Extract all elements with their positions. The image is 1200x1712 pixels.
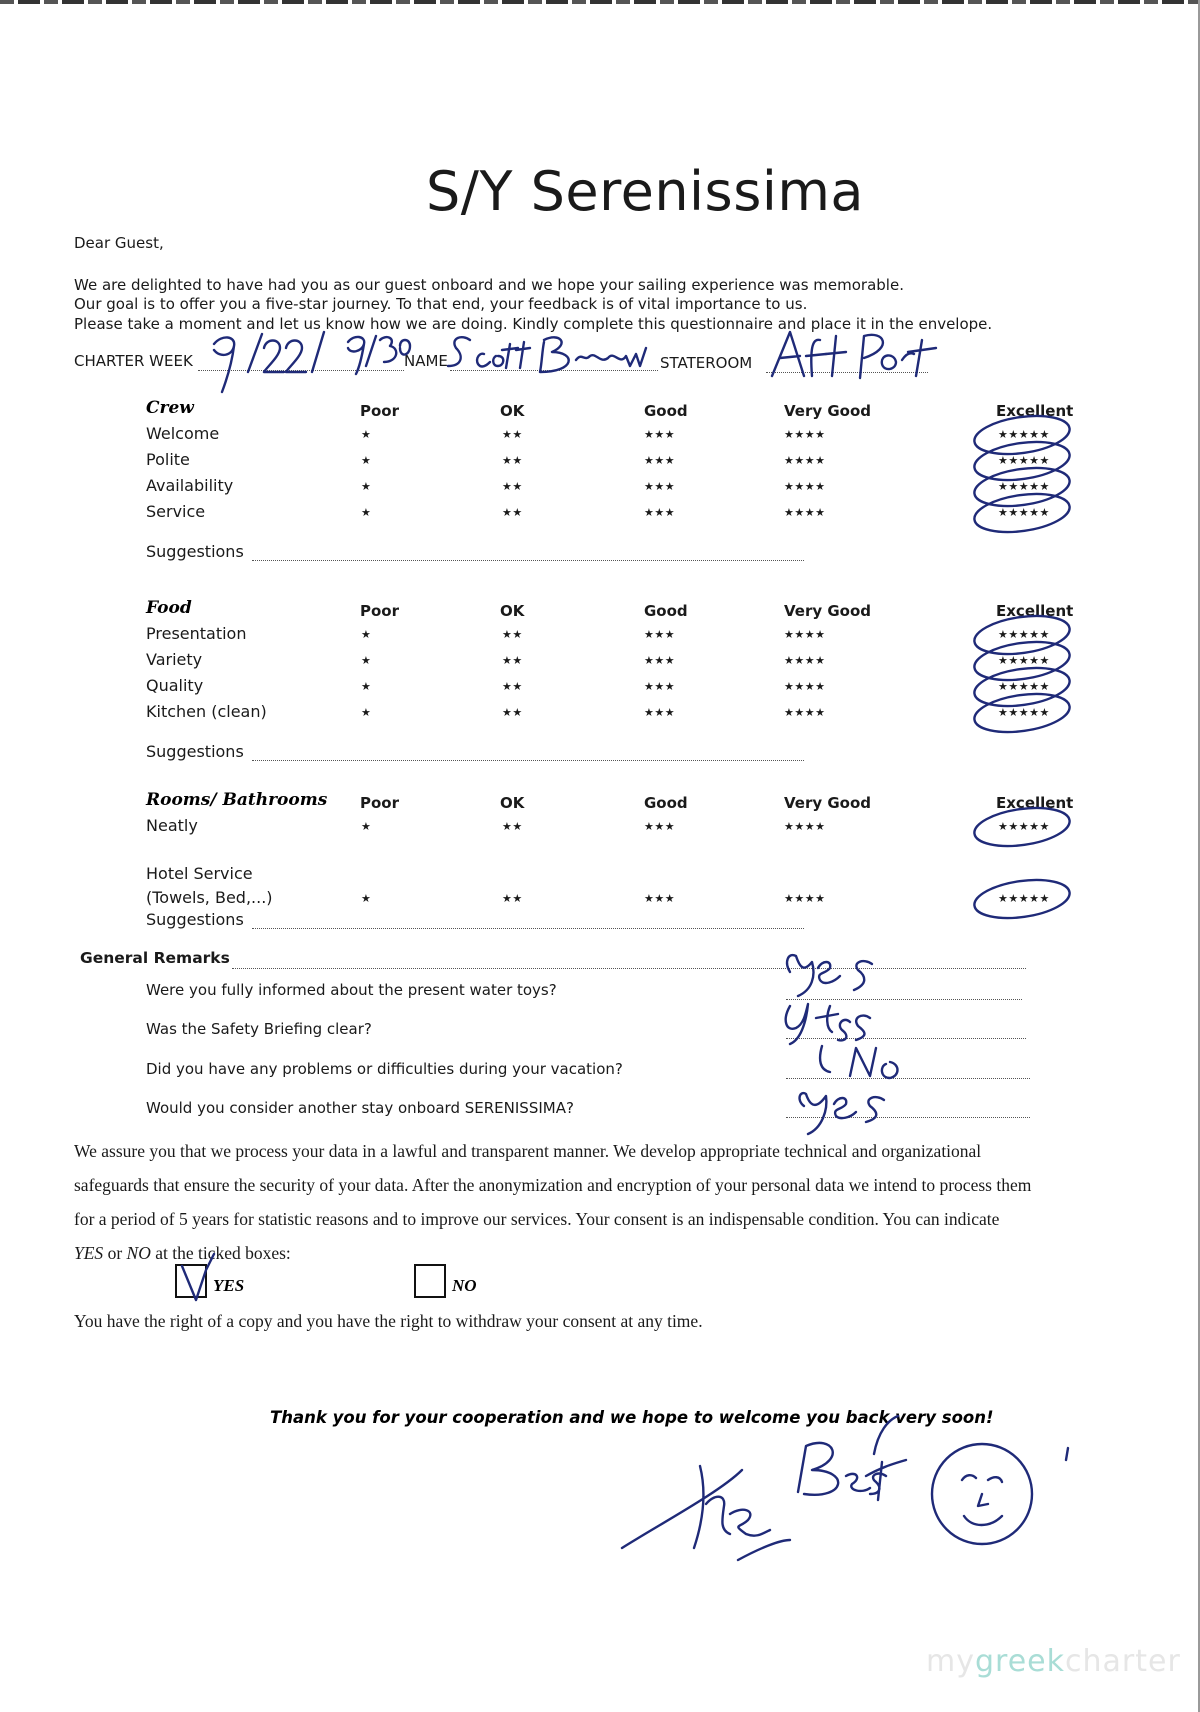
answer-no	[820, 1046, 897, 1078]
question-water-toys: Were you fully informed about the present water toys?	[146, 981, 557, 999]
rating-option-5-stars[interactable]: ★★★★★	[998, 480, 1050, 493]
watermark-part-1: my	[926, 1644, 975, 1679]
greeting: Dear Guest,	[74, 234, 164, 252]
rating-circle	[972, 874, 1072, 923]
column-header-very-good: Very Good	[784, 402, 872, 420]
rating-item-label: Variety	[146, 650, 203, 669]
rating-option-2-stars[interactable]: ★★	[502, 654, 523, 667]
rating-option-5-stars[interactable]: ★★★★★	[998, 428, 1050, 441]
rating-option-3-stars[interactable]: ★★★	[644, 680, 676, 693]
intro-line-2: Our goal is to offer you a five-star journey. To that end, your feedback is of vital importance to us.	[74, 295, 808, 313]
rating-option-3-stars[interactable]: ★★★	[644, 628, 676, 641]
rating-item-label: Service	[146, 502, 206, 521]
section-title: Food	[146, 598, 192, 618]
rating-option-3-stars[interactable]: ★★★	[644, 480, 676, 493]
name-label: NAME	[404, 352, 448, 370]
consent-no-word: NO	[126, 1243, 151, 1263]
smiley-features	[962, 1475, 1002, 1525]
column-header-very-good: Very Good	[784, 794, 872, 812]
column-header-poor: Poor	[360, 602, 400, 620]
consent-tail: at the ticked boxes:	[155, 1243, 291, 1263]
column-header-very-good: Very Good	[784, 602, 872, 620]
column-header-excellent: Excellent	[996, 602, 1074, 620]
consent-rights: You have the right of a copy and you have the right to withdraw your consent at any time.	[74, 1311, 703, 1331]
rating-option-2-stars[interactable]: ★★	[502, 706, 523, 719]
rating-option-3-stars[interactable]: ★★★	[644, 654, 676, 667]
rating-item-label: Hotel Service	[146, 864, 253, 883]
rating-option-1-stars[interactable]: ★	[361, 820, 372, 833]
rating-option-5-stars[interactable]: ★★★★★	[998, 892, 1050, 905]
rating-option-1-stars[interactable]: ★	[361, 680, 372, 693]
watermark-part-2: greek	[974, 1644, 1065, 1679]
consent-no-label: NO	[452, 1276, 477, 1295]
rating-item-label: Presentation	[146, 624, 247, 643]
column-header-good: Good	[644, 402, 688, 420]
rating-option-2-stars[interactable]: ★★	[502, 454, 523, 467]
suggestions-label: Suggestions	[146, 742, 244, 761]
rating-option-4-stars[interactable]: ★★★★	[784, 506, 826, 519]
rating-circle	[972, 488, 1072, 537]
rating-item-label-2: (Towels, Bed,...)	[146, 888, 273, 907]
rating-option-5-stars[interactable]: ★★★★★	[998, 506, 1050, 519]
column-header-poor: Poor	[360, 402, 400, 420]
rating-option-2-stars[interactable]: ★★	[502, 506, 523, 519]
rating-option-2-stars[interactable]: ★★	[502, 680, 523, 693]
rating-option-5-stars[interactable]: ★★★★★	[998, 628, 1050, 641]
rating-option-2-stars[interactable]: ★★	[502, 628, 523, 641]
rating-option-4-stars[interactable]: ★★★★	[784, 820, 826, 833]
rating-option-4-stars[interactable]: ★★★★	[784, 892, 826, 905]
charter-week-label: CHARTER WEEK	[74, 352, 193, 370]
rating-option-3-stars[interactable]: ★★★	[644, 428, 676, 441]
question-safety-briefing: Was the Safety Briefing clear?	[146, 1020, 372, 1038]
rating-option-4-stars[interactable]: ★★★★	[784, 680, 826, 693]
answer-yes-1	[787, 955, 872, 996]
suggestions-label: Suggestions	[146, 542, 244, 561]
rating-option-1-stars[interactable]: ★	[361, 706, 372, 719]
question-another-stay: Would you consider another stay onboard SERENISSIMA?	[146, 1099, 574, 1117]
consent-yes-label: YES	[213, 1276, 245, 1295]
rating-option-4-stars[interactable]: ★★★★	[784, 654, 826, 667]
rating-option-1-stars[interactable]: ★	[361, 428, 372, 441]
rating-item-label: Availability	[146, 476, 234, 495]
watermark-part-3: charter	[1065, 1644, 1181, 1679]
rating-item-label: Neatly	[146, 816, 198, 835]
consent-line-3: for a period of 5 years for statistic reasons and to improve our services. Your consent is an indispensable condition. You can indicate	[74, 1209, 1000, 1229]
rating-option-1-stars[interactable]: ★	[361, 454, 372, 467]
rating-option-5-stars[interactable]: ★★★★★	[998, 706, 1050, 719]
column-header-good: Good	[644, 794, 688, 812]
rating-item-label: Welcome	[146, 424, 220, 443]
rating-option-3-stars[interactable]: ★★★	[644, 820, 676, 833]
rating-option-4-stars[interactable]: ★★★★	[784, 480, 826, 493]
rating-item-label: Quality	[146, 676, 204, 695]
rating-option-5-stars[interactable]: ★★★★★	[998, 654, 1050, 667]
rating-option-1-stars[interactable]: ★	[361, 506, 372, 519]
page-title: S/Y Serenissima	[425, 160, 865, 223]
column-header-excellent: Excellent	[996, 402, 1074, 420]
question-problems: Did you have any problems or difficulties during your vacation?	[146, 1060, 623, 1078]
general-remarks-label: General Remarks	[80, 949, 230, 967]
consent-yes-word: YES	[74, 1243, 104, 1263]
rating-option-4-stars[interactable]: ★★★★	[784, 454, 826, 467]
column-header-ok: OK	[500, 402, 525, 420]
intro-line-1: We are delighted to have had you as our guest onboard and we hope your sailing experience was memorable.	[74, 276, 904, 294]
consent-line-1: We assure you that we process your data in a lawful and transparent manner. We develop appropriate technical and organizational	[74, 1141, 982, 1161]
rating-option-3-stars[interactable]: ★★★	[644, 706, 676, 719]
rating-option-1-stars[interactable]: ★	[361, 628, 372, 641]
column-header-poor: Poor	[360, 794, 400, 812]
rating-option-1-stars[interactable]: ★	[361, 654, 372, 667]
rating-option-1-stars[interactable]: ★	[361, 892, 372, 905]
excellent-rating-circles	[972, 410, 1072, 923]
answer-yes-4	[800, 1093, 884, 1134]
rating-circle	[972, 802, 1072, 851]
rating-option-1-stars[interactable]: ★	[361, 480, 372, 493]
consent-line-2: safeguards that ensure the security of your data. After the anonymization and encryption of your personal data we intend to process them	[74, 1175, 1032, 1195]
section-title: Crew	[146, 398, 194, 418]
rating-option-3-stars[interactable]: ★★★	[644, 506, 676, 519]
answer-yes-2	[786, 1004, 870, 1044]
stateroom-label: STATEROOM	[660, 354, 753, 372]
thank-you-message: Thank you for your cooperation and we hope to welcome you back very soon!	[270, 1408, 994, 1427]
consent-or-word: or	[107, 1243, 123, 1263]
rating-option-2-stars[interactable]: ★★	[502, 480, 523, 493]
rating-option-2-stars[interactable]: ★★	[502, 820, 523, 833]
rating-item-label: Kitchen (clean)	[146, 702, 267, 721]
column-header-ok: OK	[500, 602, 525, 620]
rating-option-5-stars[interactable]: ★★★★★	[998, 820, 1050, 833]
rating-option-2-stars[interactable]: ★★	[502, 892, 523, 905]
rating-option-5-stars[interactable]: ★★★★★	[998, 454, 1050, 467]
watermark	[926, 1644, 1181, 1679]
rating-item-label: Polite	[146, 450, 190, 469]
intro-line-3: Please take a moment and let us know how we are doing. Kindly complete this questionnaire and place it in the envelope.	[74, 315, 993, 333]
column-header-good: Good	[644, 602, 688, 620]
section-title: Rooms/ Bathrooms	[146, 790, 328, 810]
rating-option-3-stars[interactable]: ★★★	[644, 454, 676, 467]
suggestions-label: Suggestions	[146, 910, 244, 929]
rating-option-4-stars[interactable]: ★★★★	[784, 628, 826, 641]
yes-checkmark	[182, 1254, 214, 1300]
rating-option-4-stars[interactable]: ★★★★	[784, 428, 826, 441]
handwritten-note-the-best	[622, 1416, 906, 1560]
rating-option-5-stars[interactable]: ★★★★★	[998, 680, 1050, 693]
rating-option-3-stars[interactable]: ★★★	[644, 892, 676, 905]
column-header-excellent: Excellent	[996, 794, 1074, 812]
rating-option-4-stars[interactable]: ★★★★	[784, 706, 826, 719]
rating-circle	[972, 688, 1072, 737]
column-header-ok: OK	[500, 794, 525, 812]
rating-option-2-stars[interactable]: ★★	[502, 428, 523, 441]
